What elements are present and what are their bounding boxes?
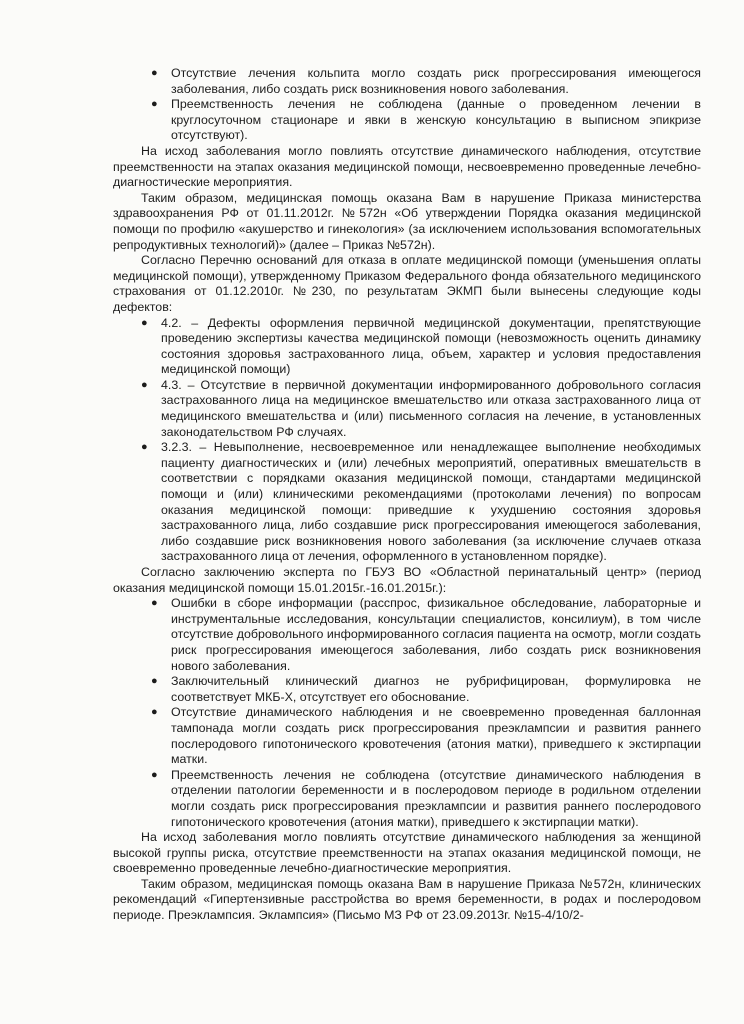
bullet-icon: ● <box>151 768 158 781</box>
list-item-text: 4.3. – Отсутствие в первичной документации информированного добровольного согласия застрахованного лица на медицинское вмешательство или отказа застрахованного лица от медицинского вмешательства и (или) письменного согласия на лечение, в установленных законодательством РФ случаях. <box>161 377 701 439</box>
bullet-icon: ● <box>151 675 158 688</box>
list-item-text: Преемственность лечения не соблюдена (данные о проведенном лечении в круглосуточном стационаре и явки в женскую консультацию в выписном эпикризе отсутствуют). <box>171 97 701 143</box>
list-item <box>151 66 701 97</box>
list-item-text: Отсутствие лечения кольпита могло создать риск прогрессирования имеющегося заболевания, либо создать риск возникновения нового заболевания. <box>171 66 701 96</box>
list-item <box>141 315 701 378</box>
bullet-icon: ● <box>151 597 158 610</box>
paragraph-outcome-1: На исход заболевания могло повлиять отсутствие динамического наблюдения, отсутствие преемственности на этапах оказания медицинской помощи, несвоевременно проведенные лечебно-диагностические мероприятия. <box>113 143 701 190</box>
list-item-text: 4.2. – Дефекты оформления первичной медицинской документации, препятствующие проведению экспертизы качества медицинской помощи (невозможность оценить динамику состояния здоровья застрахованного лица, объем, характер и условия предоставления медицинской помощи) <box>161 315 701 377</box>
paragraph-violation-summary: Таким образом, медицинская помощь оказана Вам в нарушение Приказа №572н, клинических рекомендаций «Гипертензивные расстройства во время беременности, в родах и послеродовом периоде. Преэклампсия. Эклампсия» (Письмо МЗ РФ от 23.09.2013г. №15-4/10/2- <box>113 876 701 923</box>
list-item <box>151 596 701 674</box>
bullet-list-expert-findings <box>151 596 701 830</box>
list-item <box>151 97 701 144</box>
bullet-icon: ● <box>141 316 148 329</box>
bullet-icon: ● <box>151 67 158 79</box>
bullet-icon: ● <box>151 706 158 719</box>
paragraph-expert-conclusion: Согласно заключению эксперта по ГБУЗ ВО «Областной перинатальный центр» (период оказания медицинской помощи 15.01.2015г.-16.01.2015г.): <box>113 565 701 595</box>
list-item <box>141 440 701 565</box>
list-item-text: Заключительный клинический диагноз не рубрифицирован, формулировка не соответствует МКБ-Х, отсутствует его обоснование. <box>171 674 701 704</box>
list-item <box>151 705 701 767</box>
list-item <box>141 377 701 440</box>
paragraph-outcome-2: На исход заболевания могло повлиять отсутствие динамического наблюдения за женщиной высокой группы риска, отсутствие преемственности на этапах оказания медицинской помощи, не своевременно проведенные лечебно-диагностические мероприятия. <box>113 830 701 876</box>
bullet-list-kolpit <box>151 66 701 144</box>
list-item-text: 3.2.3. – Невыполнение, несвоевременное или ненадлежащее выполнение необходимых пациенту диагностических и (или) лечебных мероприятий, оперативных вмешательств в соответствии с порядками оказания медицинской помощи, стандартами медицинской помощи и (или) клиническими рекомендациями (протоколами лечения) по вопросам оказания медицинской помощи: приведшие к ухудшению состояния здоровья застрахованного лица, либо создавшие риск прогрессирования имеющегося заболевания, либо создавшие риск возникновения нового заболевания (за исключение случаев отказа застрахованного лица от лечения, оформленного в установленном порядке). <box>161 440 701 564</box>
list-item <box>151 674 701 705</box>
bullet-icon: ● <box>141 441 148 454</box>
bullet-list-defect-codes <box>141 315 701 566</box>
paragraph-defect-codes-intro: Согласно Перечню оснований для отказа в оплате медицинской помощи (уменьшения оплаты медицинской помощи), утвержденному Приказом Федерального фонда обязательного медицинского страхования от 01.12.2010г. №230, по результатам ЭКМП были вынесены следующие коды дефектов: <box>113 253 701 314</box>
list-item-text: Отсутствие динамического наблюдения и не своевременно проведенная баллонная тампонада могли создать риск прогрессирования преэклампсии и развития раннего послеродового гипотонического кровотечения (атония матки), приведшего к экстирпации матки. <box>171 705 701 767</box>
bullet-icon: ● <box>151 98 158 111</box>
list-item-text: Ошибки в сборе информации (расспрос, физикальное обследование, лабораторные и инструментальные исследования, консультации специалистов, консилиум), в том числе отсутствие добровольного информированного согласия пациента на осмотр, могли создать риск прогрессирования имеющегося заболевания, либо создать риск возникновения нового заболевания. <box>171 596 701 673</box>
paragraph-violation-572n: Таким образом, медицинская помощь оказана Вам в нарушение Приказа министерства здравоохранения РФ от 01.11.2012г. №572н «Об утверждении Порядка оказания медицинской помощи по профилю «акушерство и гинекология» (за исключением использования вспомогательных репродуктивных технологий)» (далее – Приказ №572н). <box>113 190 701 252</box>
list-item-text: Преемственность лечения не соблюдена (отсутствие динамического наблюдения в отделении патологии беременности и в послеродовом периоде в родильном отделении могли создать риск прогрессирования преэклампсии и развития раннего послеродового гипотонического кровотечения (атония матки), приведшего к экстирпации матки). <box>171 767 701 829</box>
list-item <box>151 767 701 830</box>
document-page <box>113 66 701 924</box>
bullet-icon: ● <box>141 378 148 391</box>
